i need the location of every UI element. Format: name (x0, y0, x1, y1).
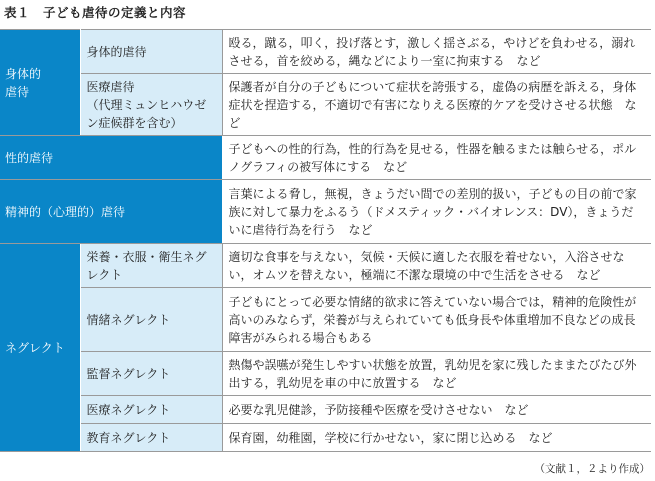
table-row (0, 136, 651, 180)
table-title: 表１ 子ども虐待の定義と内容 (4, 5, 187, 20)
subtype-cell: 監督ネグレクト (80, 352, 222, 396)
category-psychological-abuse: 精神的（心理的）虐待 (0, 180, 222, 244)
content-cell: 子どもへの性的行為，性的行為を見せる，性器を触るまたは触らせる，ポルノグラフィの被写体にする など (222, 136, 651, 180)
category-sexual-abuse: 性的虐待 (0, 136, 222, 180)
table-row (0, 244, 651, 288)
content-cell: 保護者が自分の子どもについて症状を誇張する，虚偽の病歴を訴える，身体症状を捏造する，不適切で有害になりえる医療的ケアを受けさせる状態 など (222, 74, 651, 136)
content-cell: 必要な乳児健診，予防接種や医療を受けさせない など (222, 396, 651, 424)
content-cell: 保育園，幼稚園，学校に行かせない，家に閉じ込める など (222, 424, 651, 452)
table-row (0, 288, 651, 352)
table-row (0, 74, 651, 136)
table-row (0, 180, 651, 244)
content-cell: 子どもにとって必要な情緒的欲求に答えていない場合では，精神的危険性が高いのみならず，栄養が与えられていても低身長や体重増加不良などの成長障害がみられる場合もある (222, 288, 651, 352)
content-cell: 言葉による脅し，無視，きょうだい間での差別的扱い，子どもの目の前で家族に対して暴力をふるう（ドメスティック・バイオレンス：DV），きょうだいに虐待行為を行う など (222, 180, 651, 244)
subtype-cell: 栄養・衣服・衛生ネグレクト (80, 244, 222, 288)
source-note: （文献１，２より作成） (534, 463, 650, 475)
subtype-cell: 医療虐待 （代理ミュンヒハウゼン症候群を含む） (80, 74, 222, 136)
table-row (0, 30, 651, 74)
category-physical-abuse: 身体的 虐待 (0, 30, 80, 136)
subtype-cell: 身体的虐待 (80, 30, 222, 74)
table-row (0, 352, 651, 396)
abuse-definition-table (0, 29, 651, 452)
table-row (0, 424, 651, 452)
content-cell: 熱傷や誤嚥が発生しやすい状態を放置，乳幼児を家に残したままたびたび外出する，乳幼児を車の中に放置する など (222, 352, 651, 396)
subtype-cell: 情緒ネグレクト (80, 288, 222, 352)
content-cell: 適切な食事を与えない，気候・天候に適した衣服を着せない，入浴させない，オムツを替えない，極端に不潔な環境の中で生活をさせる など (222, 244, 651, 288)
category-neglect: ネグレクト (0, 244, 80, 452)
content-cell: 殴る，蹴る，叩く，投げ落とす，激しく揺さぶる，やけどを負わせる，溺れさせる，首を絞める，縄などにより一室に拘束する など (222, 30, 651, 74)
table-row (0, 396, 651, 424)
subtype-cell: 教育ネグレクト (80, 424, 222, 452)
subtype-cell: 医療ネグレクト (80, 396, 222, 424)
